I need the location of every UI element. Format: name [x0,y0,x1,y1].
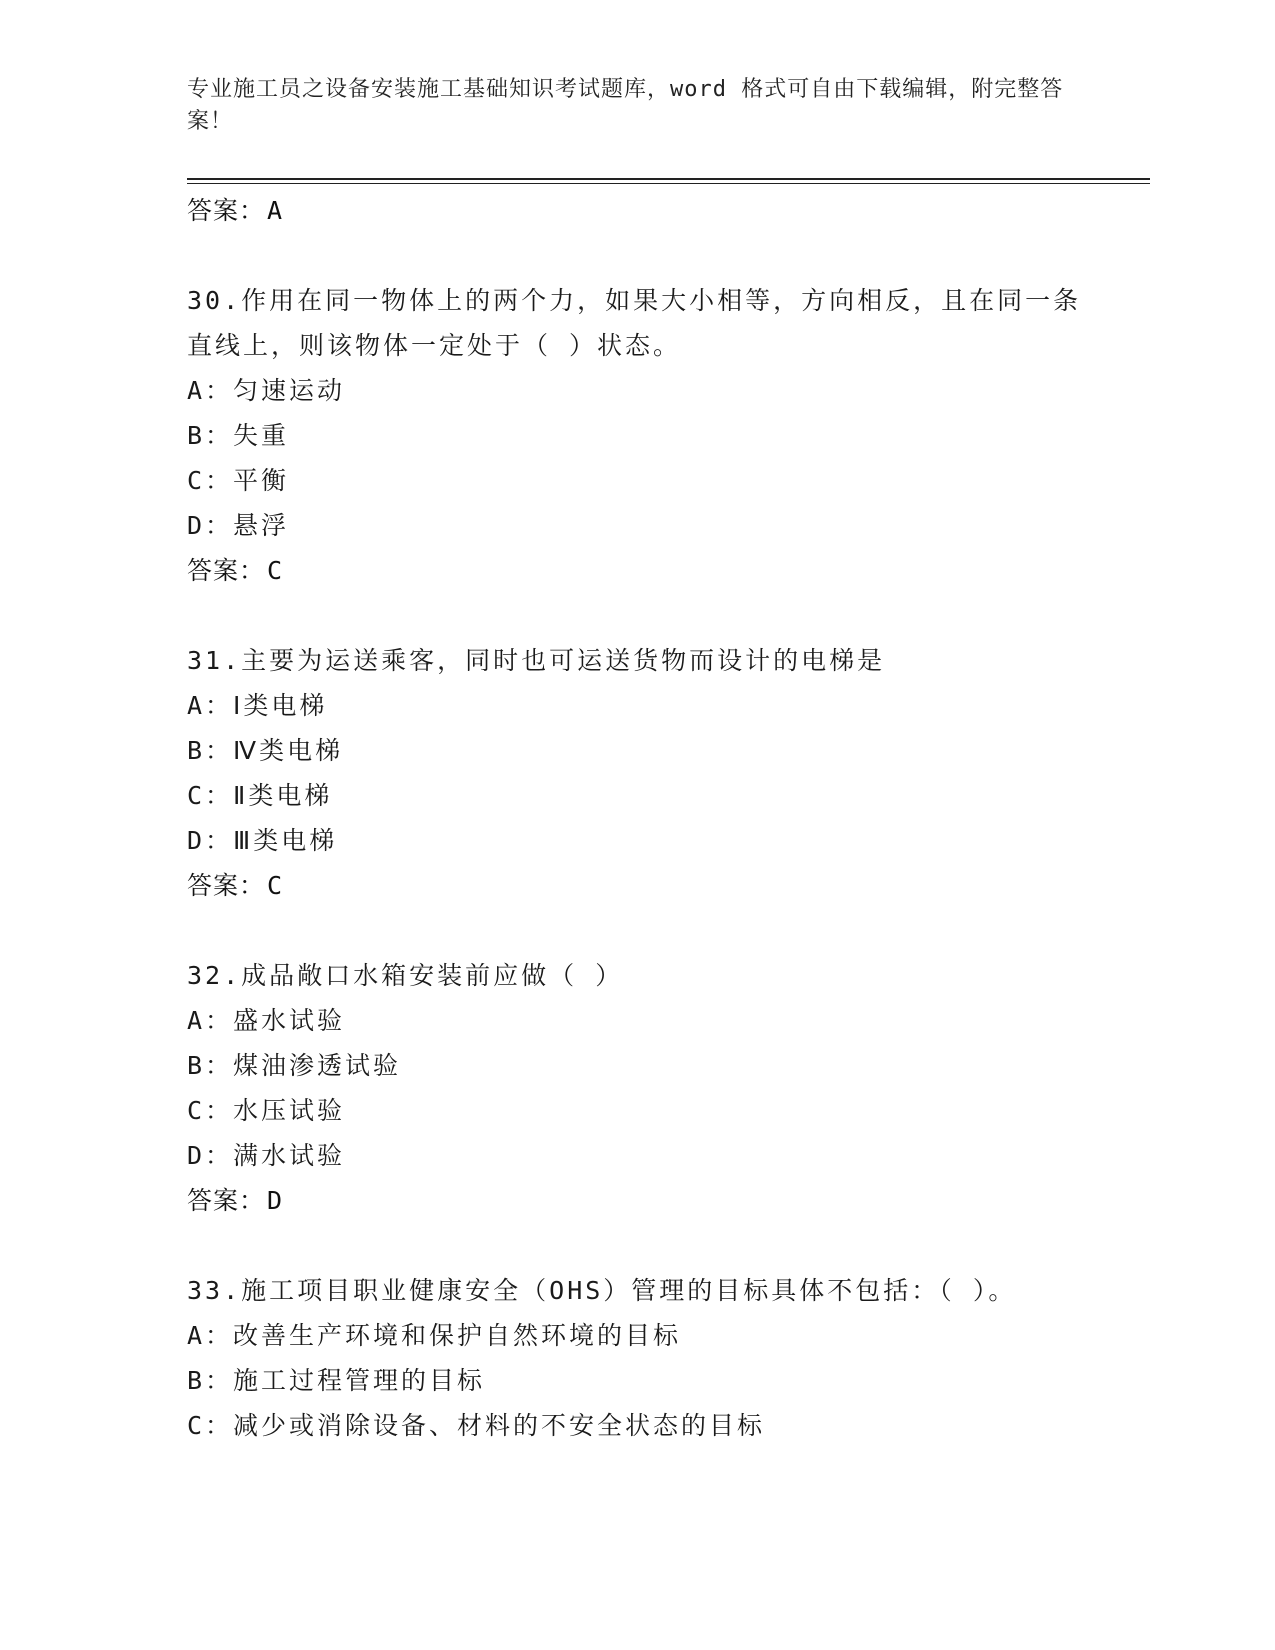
question-stem: 30.作用在同一物体上的两个力，如果大小相等，方向相反，且在同一条直线上，则该物体一定处于（ ）状态。 [187,286,1082,360]
question-31 [187,638,1087,908]
question-stem: 33.施工项目职业健康安全（OHS）管理的目标具体不包括：（ ）。 [187,1276,1017,1305]
answer-line [187,548,1087,593]
answer-label: 答案： [187,1186,266,1215]
option-b: B：煤油渗透试验 [187,1051,402,1080]
answer-label: 答案： [187,196,266,225]
question-stem: 31.主要为运送乘客，同时也可运送货物而设计的电梯是 [187,646,886,675]
answer-line [187,1178,1087,1223]
option-d: D：满水试验 [187,1141,346,1170]
question-gap [187,1223,1087,1268]
option-d: D：Ⅲ类电梯 [187,826,338,855]
header-rule-thick [187,178,1150,180]
question-stem: 32.成品敞口水箱安装前应做（ ） [187,961,624,990]
option-a: A：改善生产环境和保护自然环境的目标 [187,1321,682,1350]
answer-value: A [267,196,284,225]
answer-label: 答案： [187,556,266,585]
question-list [187,188,1087,1448]
option-b: B：施工过程管理的目标 [187,1366,486,1395]
header-note: 专业施工员之设备安装施工基础知识考试题库，word 格式可自由下载编辑，附完整答案！ [187,77,1064,134]
option-c: C：水压试验 [187,1096,346,1125]
answer-value: C [267,556,284,585]
header-rule-thin [187,183,1150,184]
option-b: B：失重 [187,421,290,450]
answer-line [187,863,1087,908]
option-c: C：Ⅱ类电梯 [187,781,333,810]
question-gap [187,908,1087,953]
question-gap [187,233,1087,278]
answer-value: C [267,871,284,900]
option-d: D：悬浮 [187,511,290,540]
answer-value: D [267,1186,284,1215]
question-30 [187,278,1087,593]
option-a: A：Ⅰ类电梯 [187,691,328,720]
answer-label: 答案： [187,871,266,900]
option-b: B：Ⅳ类电梯 [187,736,344,765]
question-32 [187,953,1087,1223]
question-33 [187,1268,1087,1448]
option-a: A：匀速运动 [187,376,346,405]
option-a: A：盛水试验 [187,1006,346,1035]
option-c: C：平衡 [187,466,290,495]
answer-line [187,188,1087,233]
question-gap [187,593,1087,638]
option-c: C：减少或消除设备、材料的不安全状态的目标 [187,1411,766,1440]
